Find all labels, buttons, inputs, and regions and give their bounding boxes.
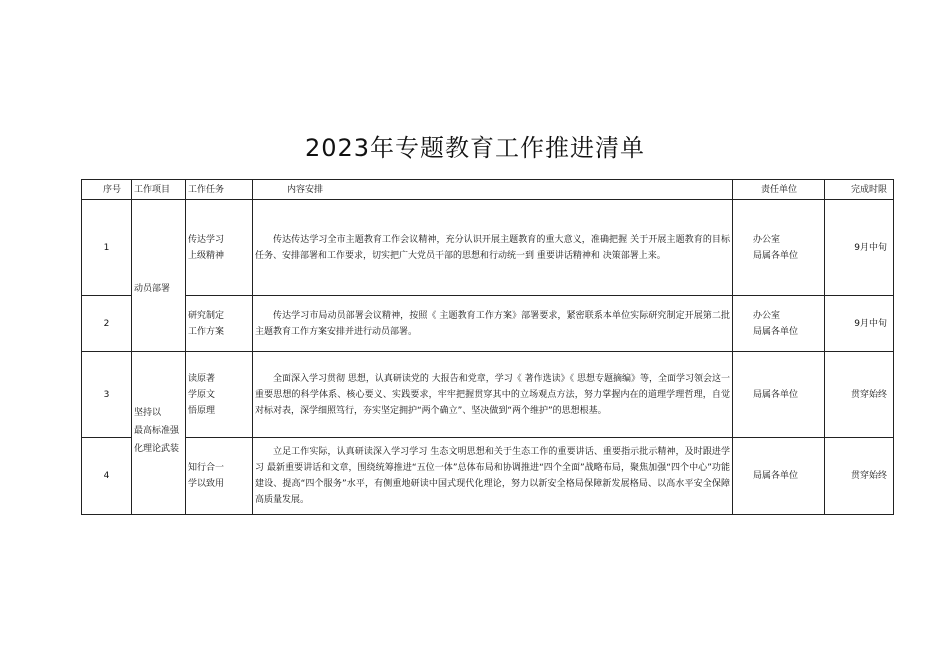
table-row	[82, 200, 894, 296]
row-num: 1	[82, 200, 132, 296]
work-task-line: 知行合一	[188, 463, 225, 473]
row-num: 3	[82, 352, 132, 438]
row-num: 2	[82, 296, 132, 352]
content-text: 传达学习市局动员部署会议精神，按照《 主题教育工作方案》部署要求，紧密联系本单位实际研究制定开展第二批主题教育工作方案安排并进行动员部署。	[255, 310, 730, 337]
work-task-line: 研究制定	[188, 310, 225, 321]
header-item: 工作项目	[132, 180, 186, 200]
unit-line: 局属各单位	[753, 250, 799, 261]
work-item-label: 动员部署	[134, 283, 171, 294]
header-unit: 责任单位	[733, 180, 825, 200]
content-cell	[253, 352, 733, 438]
work-item-group	[132, 352, 186, 515]
work-task-line: 传达学习	[188, 234, 225, 245]
unit-line: 办公室	[753, 234, 781, 245]
plan-table	[81, 179, 894, 515]
unit-cell	[733, 296, 825, 352]
work-task	[186, 352, 253, 438]
content-text: 全面深入学习贯彻 思想，认真研读党的 大报告和党章，学习《 著作选读》《 思想专题摘编》等，全面学习领会这一重要思想的科学体系、核心要义、实践要求，牢牢把握贯穿其中的立场观点方法，努力掌握内在的道理学理哲理，自觉对标对表，深学细照笃行，夯实坚定拥护“两个确立”、坚决做到“两个维护”的思想根基。	[255, 373, 730, 416]
time-cell: 9月中旬	[825, 200, 894, 296]
table-row	[82, 438, 894, 515]
work-task-line: 工作方案	[188, 326, 225, 337]
table-row	[82, 352, 894, 438]
work-item-label: 坚持以	[134, 408, 162, 418]
content-cell	[253, 200, 733, 296]
header-task: 工作任务	[186, 180, 253, 200]
content-cell	[253, 296, 733, 352]
work-task-line: 读原著	[188, 373, 216, 384]
row-num: 4	[82, 438, 132, 515]
work-task	[186, 438, 253, 515]
content-cell	[253, 438, 733, 515]
content-text: 立足工作实际，认真研读深入学习学习 生态文明思想和关于生态工作的重要讲话、重要指示批示精神，及时跟进学习 最新重要讲话和文章，围绕统筹推进“五位一体”总体布局和协调推进“四个全面”战略布局，聚焦加强“四个中心”功能建设、提高“四个服务”水平，有侧重地研读中国式现代化理论，努力以新安全格局保障新发展格局、以高水平安全保障高质量发展。	[255, 447, 730, 505]
work-task	[186, 296, 253, 352]
unit-cell	[733, 200, 825, 296]
work-task-line: 学以致用	[188, 479, 225, 489]
time-cell: 9月中旬	[825, 296, 894, 352]
header-num: 序号	[82, 180, 132, 200]
table-row	[82, 296, 894, 352]
work-task-line: 悟原理	[188, 405, 216, 416]
header-time: 完成时限	[825, 180, 894, 200]
table-header-row	[82, 180, 894, 200]
unit-line: 办公室	[753, 310, 781, 321]
unit-cell	[733, 438, 825, 515]
work-task	[186, 200, 253, 296]
header-content: 内容安排	[253, 180, 733, 200]
work-item-group	[132, 200, 186, 352]
page-title: 2023年专题教育工作推进清单	[304, 134, 646, 162]
unit-line: 局属各单位	[753, 326, 799, 337]
unit-cell	[733, 352, 825, 438]
work-item-label: 化理论武装	[134, 444, 180, 454]
unit-line: 局属各单位	[753, 389, 799, 400]
content-text: 传达传达学习全市主题教育工作会议精神，充分认识开展主题教育的重大意义，准确把握 关于开展主题教育的目标任务、安排部署和工作要求，切实把广大党员干部的思想和行动统一到 重要讲话精神和 决策部署上来。	[255, 234, 730, 261]
time-cell: 贯穿始终	[825, 438, 894, 515]
unit-line: 局属各单位	[753, 471, 799, 481]
work-task-line: 学原文	[188, 389, 216, 400]
work-task-line: 上级精神	[188, 250, 225, 261]
work-item-label: 最高标准强	[134, 426, 180, 436]
time-cell: 贯穿始终	[825, 352, 894, 438]
